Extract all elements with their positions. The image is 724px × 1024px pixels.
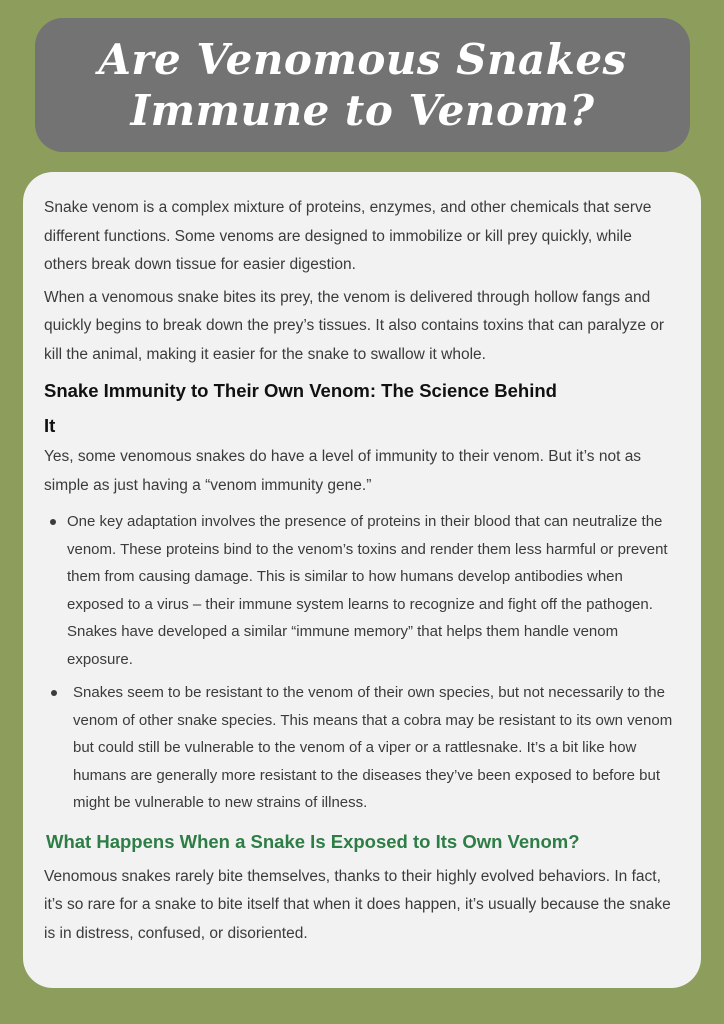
intro-paragraph-2: When a venomous snake bites its prey, the venom is delivered through hollow fangs and quickly begins to break down the prey’s tissues. It also contains toxins that can paralyze or kill the animal, making it easier for the snake to swallow it whole.: [44, 288, 665, 363]
list-item: [44, 508, 679, 673]
bullet-dot-icon: [50, 519, 56, 525]
section-heading-immunity: Snake Immunity to Their Own Venom: The Science Behind It: [44, 380, 557, 436]
bullet-text: Snakes seem to be resistant to the venom of their own species, but not necessarily to the venom of other snake species. This means that a cobra may be resistant to its own venom but could still be vulnerable to the venom of a viper or a rattlesnake. It’s a bit like how humans are generally more resistant to the diseases they’ve been exposed to before but might be vulnerable to new strains of illness.: [73, 684, 673, 811]
list-item: [44, 679, 679, 817]
immunity-bullet-list: [44, 508, 679, 817]
bullet-dot-icon: [51, 690, 57, 696]
title-banner: [35, 18, 690, 152]
immunity-paragraph: Yes, some venomous snakes do have a level of immunity to their venom. But it’s not as simple as just having a “venom immunity gene.”: [44, 448, 642, 494]
bullet-text: One key adaptation involves the presence of proteins in their blood that can neutralize the venom. These proteins bind to the venom’s toxins and render them less harmful or prevent them from causing damage. This is similar to how humans develop antibodies when exposed to a virus – their immune system learns to recognize and fight off the pathogen. Snakes have developed a similar “immune memory” that helps them handle venom exposure.: [67, 513, 668, 668]
intro-paragraph-1: Snake venom is a complex mixture of proteins, enzymes, and other chemicals that serve different functions. Some venoms are designed to immobilize or kill prey quickly, while others break down tissue for easier digestion.: [44, 199, 652, 273]
content-card: [23, 172, 701, 988]
page-title: Are Venomous Snakes Immune to Venom?: [98, 35, 627, 135]
exposure-paragraph: Venomous snakes rarely bite themselves, thanks to their highly evolved behaviors. In fact, it’s so rare for a snake to bite itself that when it does happen, it’s usually because the snake is in distress, confused, or disoriented.: [44, 867, 671, 942]
section-heading-exposure: What Happens When a Snake Is Exposed to Its Own Venom?: [46, 830, 580, 852]
